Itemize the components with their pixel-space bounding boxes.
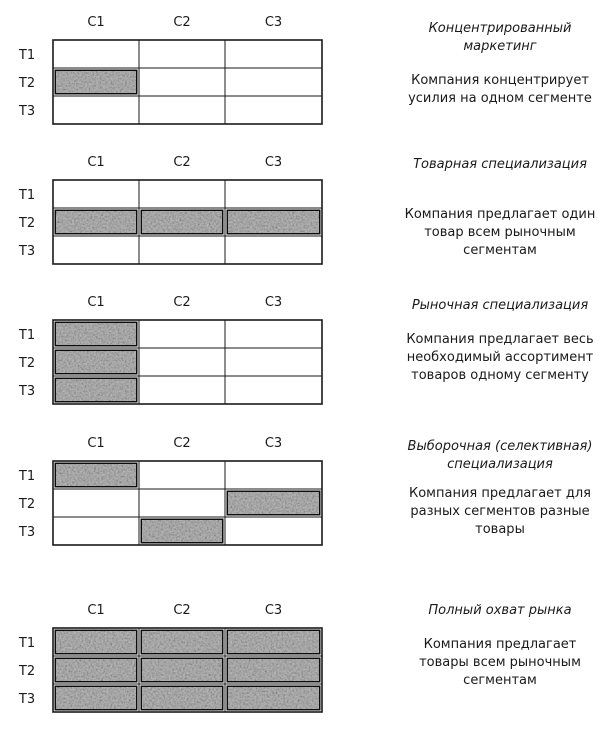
filled-cell xyxy=(55,70,138,95)
row-label-t2: T2 xyxy=(18,497,36,512)
grid-cell xyxy=(53,236,139,264)
filled-cell xyxy=(55,210,138,235)
grid-cell xyxy=(53,40,139,68)
filled-cell xyxy=(227,491,321,516)
strategy-description: Компания предлагает xyxy=(423,637,577,652)
row-label-t3: T3 xyxy=(18,384,36,399)
row-label-t1: T1 xyxy=(18,188,36,203)
grid-cell xyxy=(139,180,225,208)
filled-cell xyxy=(141,210,224,235)
filled-cell xyxy=(55,463,138,488)
strategy-block-3 xyxy=(18,295,594,404)
column-label-c2: C2 xyxy=(173,603,191,618)
filled-cell xyxy=(141,658,224,683)
column-label-c2: C2 xyxy=(173,295,191,310)
grid-cell xyxy=(139,68,225,96)
strategy-description: разных сегментов разные xyxy=(410,504,590,519)
filled-cell xyxy=(55,322,138,347)
filled-cell xyxy=(55,686,138,711)
strategy-description: сегментам xyxy=(463,673,537,688)
grid-cell xyxy=(225,180,322,208)
grid-cell xyxy=(225,320,322,348)
column-label-c1: C1 xyxy=(87,603,105,618)
grid-cell xyxy=(53,517,139,545)
strategy-title: Товарная специализация xyxy=(413,157,587,172)
strategy-description: Компания предлагает для xyxy=(409,486,591,501)
filled-cell xyxy=(55,630,138,655)
strategy-description: товар всем рыночным xyxy=(424,225,576,240)
strategy-description: Компания предлагает весь xyxy=(406,332,594,347)
strategy-title: маркетинг xyxy=(463,39,537,54)
strategy-description: необходимый ассортимент xyxy=(406,350,594,365)
grid-cell xyxy=(225,376,322,404)
column-label-c1: C1 xyxy=(87,15,105,30)
column-label-c3: C3 xyxy=(264,436,283,451)
row-label-t3: T3 xyxy=(18,525,36,540)
grid-cell xyxy=(53,180,139,208)
row-label-t3: T3 xyxy=(18,104,36,119)
grid-cell xyxy=(139,376,225,404)
filled-cell xyxy=(55,658,138,683)
strategy-description: Компания концентрирует xyxy=(411,73,589,88)
row-label-t2: T2 xyxy=(18,76,36,91)
grid-cell xyxy=(139,96,225,124)
grid-cell xyxy=(225,96,322,124)
strategy-block-4 xyxy=(18,436,593,545)
grid-cell xyxy=(225,236,322,264)
column-label-c3: C3 xyxy=(264,295,283,310)
strategy-title: Полный охват рынка xyxy=(428,603,572,618)
strategy-title: специализация xyxy=(447,457,553,472)
filled-cell xyxy=(141,630,224,655)
filled-cell xyxy=(227,210,321,235)
strategy-description: товары xyxy=(475,522,525,537)
strategy-block-2 xyxy=(18,155,595,264)
row-label-t1: T1 xyxy=(18,48,36,63)
strategy-description: Компания предлагает один xyxy=(404,207,596,222)
column-label-c1: C1 xyxy=(87,295,105,310)
row-label-t2: T2 xyxy=(18,356,36,371)
filled-cell xyxy=(227,658,321,683)
strategy-block-1 xyxy=(18,15,592,124)
row-label-t1: T1 xyxy=(18,636,36,651)
strategy-description: товары всем рыночным xyxy=(419,655,581,670)
grid-cell xyxy=(139,461,225,489)
filled-cell xyxy=(227,686,321,711)
grid-cell xyxy=(139,348,225,376)
strategy-description: товаров одному сегменту xyxy=(411,368,589,383)
filled-cell xyxy=(55,378,138,403)
row-label-t3: T3 xyxy=(18,692,36,707)
filled-cell xyxy=(141,519,224,544)
column-label-c3: C3 xyxy=(264,603,283,618)
strategy-title: Выборочная (селективная) xyxy=(407,439,593,454)
row-label-t1: T1 xyxy=(18,469,36,484)
column-label-c2: C2 xyxy=(173,436,191,451)
grid-cell xyxy=(225,461,322,489)
column-label-c2: C2 xyxy=(173,15,191,30)
strategy-title: Концентрированный xyxy=(428,21,572,36)
row-label-t2: T2 xyxy=(18,664,36,679)
column-label-c3: C3 xyxy=(264,155,283,170)
grid-cell xyxy=(53,489,139,517)
grid-cell xyxy=(225,348,322,376)
row-label-t1: T1 xyxy=(18,328,36,343)
filled-cell xyxy=(227,630,321,655)
grid-cell xyxy=(225,517,322,545)
strategy-description: усилия на одном сегменте xyxy=(408,91,592,106)
column-label-c2: C2 xyxy=(173,155,191,170)
strategy-description: сегментам xyxy=(463,243,537,258)
grid-cell xyxy=(225,68,322,96)
strategy-block-5 xyxy=(18,603,581,712)
grid-cell xyxy=(139,236,225,264)
column-label-c3: C3 xyxy=(264,15,283,30)
column-label-c1: C1 xyxy=(87,155,105,170)
filled-cell xyxy=(141,686,224,711)
row-label-t3: T3 xyxy=(18,244,36,259)
row-label-t2: T2 xyxy=(18,216,36,231)
grid-cell xyxy=(139,320,225,348)
strategy-title: Рыночная специализация xyxy=(411,298,589,313)
grid-cell xyxy=(225,40,322,68)
grid-cell xyxy=(139,40,225,68)
grid-cell xyxy=(139,489,225,517)
filled-cell xyxy=(55,350,138,375)
column-label-c1: C1 xyxy=(87,436,105,451)
grid-cell xyxy=(53,96,139,124)
